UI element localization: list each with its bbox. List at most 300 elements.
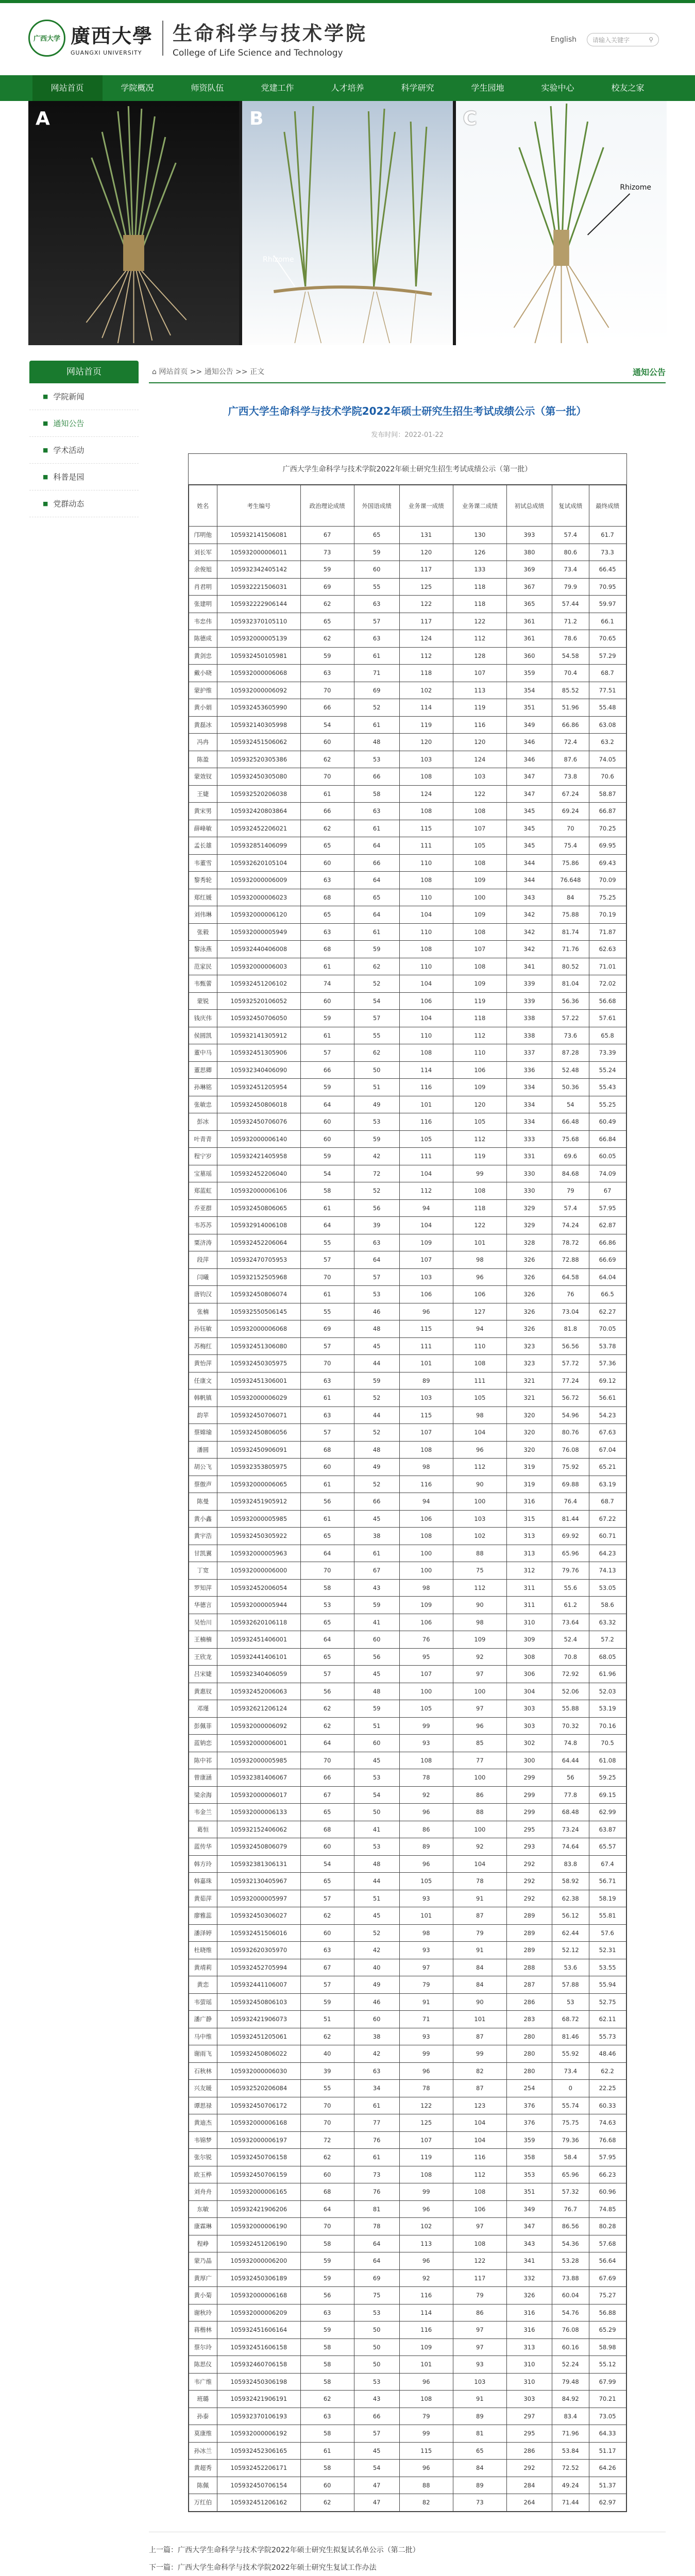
table-row <box>189 1873 626 1890</box>
sidebar-item-label: 学术活动 <box>53 446 84 455</box>
table-cell: 61 <box>354 716 399 734</box>
table-cell: 苏梅红 <box>189 1337 217 1355</box>
site-logo[interactable] <box>28 18 367 58</box>
table-cell: 289 <box>506 1924 552 1942</box>
table-row <box>189 2166 626 2183</box>
university-name <box>71 20 153 56</box>
search-input[interactable] <box>587 33 659 46</box>
table-cell: 117 <box>453 2269 506 2287</box>
table-cell: 105932451306080 <box>217 1337 300 1355</box>
table-row <box>189 854 626 872</box>
table-cell: 108 <box>453 923 506 941</box>
table-cell: 邓瑾 <box>189 1700 217 1718</box>
table-cell: 102 <box>399 682 453 699</box>
table-cell: 56.56 <box>552 1337 589 1355</box>
table-cell: 308 <box>506 1648 552 1666</box>
table-cell: 49 <box>354 1096 399 1113</box>
article-pagination <box>149 2532 666 2576</box>
table-cell: 347 <box>506 785 552 803</box>
table-cell: 328 <box>506 1234 552 1251</box>
table-cell: 51 <box>300 2011 354 2028</box>
table-cell: 116 <box>399 1113 453 1131</box>
table-cell: 353 <box>506 2166 552 2183</box>
nav-item-alumni[interactable]: 校友之家 <box>611 83 645 93</box>
table-cell: 81 <box>354 2200 399 2218</box>
table-cell: 347 <box>506 768 552 786</box>
table-cell: 63 <box>354 630 399 648</box>
table-cell: 309 <box>506 1631 552 1649</box>
table-cell: 黄小鑫 <box>189 1510 217 1528</box>
table-cell: 67.4 <box>589 1855 626 1873</box>
table-cell: 105932450306027 <box>217 1907 300 1925</box>
table-cell: 53 <box>552 1993 589 2011</box>
table-cell: 黎秀轮 <box>189 872 217 889</box>
table-cell: 105 <box>399 1873 453 1890</box>
table-cell: 57.4 <box>552 527 589 544</box>
sidebar <box>29 361 139 2576</box>
table-cell: 86 <box>399 1821 453 1838</box>
nav-item-students[interactable]: 学生园地 <box>471 83 504 93</box>
search-placeholder: 请输入关键字 <box>592 36 630 44</box>
table-cell: 53 <box>354 1113 399 1131</box>
table-row <box>189 1855 626 1873</box>
table-cell: 105932452206171 <box>217 2460 300 2477</box>
table-cell: 97 <box>453 2338 506 2356</box>
bullet-icon: ■ <box>43 447 48 453</box>
table-cell: 58 <box>300 2373 354 2391</box>
table-cell: 105932000006068 <box>217 1320 300 1338</box>
table-cell: 105932381306131 <box>217 1855 300 1873</box>
table-cell: 112 <box>399 647 453 665</box>
table-cell: 105932451305906 <box>217 1044 300 1062</box>
table-cell: 70.4 <box>552 665 589 682</box>
table-cell: 77 <box>453 1752 506 1769</box>
table-cell: 61 <box>354 820 399 837</box>
table-cell: 60 <box>300 734 354 751</box>
table-cell: 115 <box>399 2442 453 2460</box>
table-cell: 101 <box>399 1907 453 1925</box>
table-cell: 104 <box>453 1855 506 1873</box>
table-cell: 105932000006209 <box>217 2304 300 2321</box>
table-cell: 谢雨飞 <box>189 2045 217 2063</box>
table-row <box>189 665 626 682</box>
banner-image <box>28 101 667 345</box>
table-cell: 99 <box>453 2045 506 2063</box>
table-row <box>189 1804 626 1821</box>
table-cell: 69.88 <box>552 1476 589 1493</box>
table-cell: 112 <box>453 1579 506 1597</box>
table-cell: 88 <box>453 1804 506 1821</box>
banner-panel-a <box>28 101 239 345</box>
table-row <box>189 820 626 837</box>
table-cell: 76.08 <box>552 2321 589 2339</box>
table-cell: 319 <box>506 1459 552 1476</box>
table-cell: 63 <box>300 2408 354 2425</box>
table-cell: 51 <box>354 1717 399 1735</box>
table-cell: 98 <box>399 1579 453 1597</box>
table-cell: 91 <box>453 2391 506 2408</box>
table-cell: 62 <box>300 2494 354 2512</box>
table-cell: 316 <box>506 1493 552 1511</box>
table-cell: 63 <box>300 923 354 941</box>
table-cell: 118 <box>453 596 506 613</box>
table-cell: 53 <box>354 1769 399 1787</box>
table-cell: 299 <box>506 1786 552 1804</box>
table-cell: 68 <box>300 1441 354 1459</box>
table-cell: 73.39 <box>589 1044 626 1062</box>
table-cell: 339 <box>506 975 552 993</box>
table-cell: 79.9 <box>552 578 589 596</box>
table-cell: 甘凯翼 <box>189 1545 217 1562</box>
table-cell: 98 <box>399 1459 453 1476</box>
table-cell: 73.24 <box>552 1821 589 1838</box>
table-cell: 55 <box>300 2080 354 2097</box>
table-cell: 105932450305975 <box>217 1355 300 1372</box>
table-cell: 冯冉 <box>189 734 217 751</box>
table-cell: 326 <box>506 1286 552 1303</box>
table-cell: 61 <box>354 647 399 665</box>
table-cell: 98 <box>453 1251 506 1269</box>
table-cell: 61 <box>300 1027 354 1044</box>
table-cell: 56.36 <box>552 992 589 1010</box>
college-name <box>173 18 367 58</box>
table-cell: 393 <box>506 527 552 544</box>
table-cell: 58 <box>354 785 399 803</box>
table-cell: 105932000006029 <box>217 1389 300 1407</box>
table-cell: 108 <box>399 941 453 958</box>
table-cell: 70 <box>300 2097 354 2114</box>
table-cell: 105932000006030 <box>217 2062 300 2080</box>
table-cell: 黄迪杰 <box>189 2114 217 2132</box>
table-cell: 77.24 <box>552 1372 589 1389</box>
table-cell: 105932000006068 <box>217 665 300 682</box>
table-cell: 62 <box>300 2391 354 2408</box>
table-cell: 53 <box>354 1838 399 1856</box>
table-cell: 59.25 <box>589 1769 626 1787</box>
table-cell: 陈盈 <box>189 751 217 768</box>
table-cell: 兴友暖 <box>189 2080 217 2097</box>
table-cell: 120 <box>453 734 506 751</box>
table-cell: 65 <box>300 837 354 855</box>
table-cell: 361 <box>506 630 552 648</box>
sidebar-item-news[interactable] <box>29 383 139 410</box>
table-cell: 58.6 <box>589 1597 626 1614</box>
table-cell: 51 <box>354 1890 399 1907</box>
table-cell: 62.2 <box>589 2062 626 2080</box>
table-cell: 107 <box>453 820 506 837</box>
college-name-en: College of Life Science and Technology <box>173 48 343 58</box>
next-article-link[interactable]: 下一篇：广西大学生命科学与技术学院2022年硕士研究生复试工作办法 <box>149 2563 377 2572</box>
nav-item-about[interactable]: 学院概况 <box>121 83 154 93</box>
breadcrumb-home[interactable]: 网站首页 <box>159 368 188 376</box>
table-row <box>189 2442 626 2460</box>
table-row <box>189 1838 626 1856</box>
table-cell: 92 <box>399 2269 453 2287</box>
table-cell: 293 <box>506 1838 552 1856</box>
table-cell: 351 <box>506 2183 552 2201</box>
table-cell: 63 <box>300 1372 354 1389</box>
table-cell: 54.76 <box>552 2304 589 2321</box>
table-cell: 122 <box>453 613 506 630</box>
table-cell: 338 <box>506 1010 552 1027</box>
table-cell: 58.4 <box>552 2149 589 2166</box>
table-cell: 47 <box>354 2494 399 2512</box>
table-cell: 70.32 <box>552 1717 589 1735</box>
sidebar-item-notices[interactable] <box>29 410 139 437</box>
table-cell: 58.87 <box>589 785 626 803</box>
table-cell: 105932520106052 <box>217 992 300 1010</box>
sidebar-title[interactable]: 网站首页 <box>29 361 139 383</box>
table-row <box>189 2321 626 2339</box>
table-cell: 110 <box>453 1044 506 1062</box>
table-cell: 292 <box>506 1890 552 1907</box>
table-row <box>189 699 626 717</box>
table-row <box>189 1459 626 1476</box>
table-cell: 61 <box>300 1389 354 1407</box>
table-cell: 105932520305386 <box>217 751 300 768</box>
table-cell: 68 <box>300 1821 354 1838</box>
nav-item-faculty[interactable]: 师资队伍 <box>191 83 224 93</box>
table-cell: 黎泳燕 <box>189 941 217 958</box>
table-cell: 107 <box>399 2131 453 2149</box>
table-cell: 65.57 <box>589 1838 626 1856</box>
table-cell: 304 <box>506 1683 552 1700</box>
table-row <box>189 1648 626 1666</box>
table-cell: 66.5 <box>589 1286 626 1303</box>
nav-item-education[interactable]: 人才培养 <box>331 83 364 93</box>
table-cell: 黄宋男 <box>189 803 217 820</box>
table-row <box>189 2218 626 2235</box>
table-cell: 105932221506031 <box>217 578 300 596</box>
table-cell: 58 <box>300 1182 354 1200</box>
table-cell: 101 <box>453 2011 506 2028</box>
table-cell: 365 <box>506 596 552 613</box>
table-cell: 59 <box>354 544 399 561</box>
table-cell: 57.95 <box>589 2149 626 2166</box>
table-cell: 东敏 <box>189 2200 217 2218</box>
table-row <box>189 785 626 803</box>
table-row <box>189 1268 626 1286</box>
table-cell: 105932453605990 <box>217 699 300 717</box>
table-cell: 316 <box>506 2304 552 2321</box>
table-cell: 56 <box>552 1769 589 1787</box>
table-cell: 宝墓瑶 <box>189 1165 217 1182</box>
table-cell: 123 <box>453 2097 506 2114</box>
logo-divider <box>162 21 163 56</box>
table-cell: 40 <box>354 1959 399 1976</box>
table-cell: 105932000005963 <box>217 1545 300 1562</box>
table-cell: 105932450706050 <box>217 1010 300 1027</box>
table-cell: 64 <box>354 2252 399 2270</box>
nav-item-lab[interactable]: 实验中心 <box>541 83 574 93</box>
table-caption: 广西大学生命科学与技术学院2022年硕士研究生招生考试成绩公示（第一批） <box>189 454 626 485</box>
table-cell: 63 <box>300 1406 354 1424</box>
table-cell: 94 <box>399 1199 453 1217</box>
table-cell: 71.01 <box>589 958 626 975</box>
table-cell: 105932452206040 <box>217 1165 300 1182</box>
table-cell: 86 <box>453 1786 506 1804</box>
table-cell: 黄惠钗 <box>189 1683 217 1700</box>
table-cell: 105 <box>453 837 506 855</box>
table-cell: 57 <box>300 1976 354 1994</box>
banner-panel-b <box>242 101 453 345</box>
table-cell: 92 <box>453 1648 506 1666</box>
table-cell: 潘广静 <box>189 2011 217 2028</box>
table-cell: 66 <box>300 699 354 717</box>
table-cell: 蒙锐 <box>189 992 217 1010</box>
table-cell: 97 <box>453 1666 506 1683</box>
table-cell: 57.2 <box>589 1631 626 1649</box>
plant-roots-illustration <box>28 101 239 345</box>
table-cell: 105932000006065 <box>217 1476 300 1493</box>
table-row <box>189 2287 626 2304</box>
table-cell: 100 <box>453 889 506 906</box>
table-cell: 77.51 <box>589 682 626 699</box>
table-cell: 陈德成 <box>189 630 217 648</box>
sidebar-item-party[interactable] <box>29 490 139 517</box>
table-cell: 79.48 <box>552 2373 589 2391</box>
banner-panel-c <box>456 101 667 345</box>
breadcrumb-notices[interactable]: 通知公告 <box>204 368 233 376</box>
table-cell: 53.78 <box>589 1337 626 1355</box>
nav-item-research[interactable]: 科学研究 <box>401 83 434 93</box>
table-cell: 105932621206124 <box>217 1700 300 1718</box>
table-cell: 张楠 <box>189 1303 217 1320</box>
table-cell: 孙泰 <box>189 2408 217 2425</box>
table-cell: 108 <box>399 1044 453 1062</box>
table-cell: 63 <box>300 872 354 889</box>
table-cell: 114 <box>399 699 453 717</box>
table-cell: 59 <box>300 2252 354 2270</box>
table-cell: 105932450906091 <box>217 1441 300 1459</box>
table-cell: 48 <box>354 1320 399 1338</box>
table-header-cell: 外国语成绩 <box>354 485 399 527</box>
sidebar-item-science[interactable] <box>29 464 139 490</box>
table-cell: 65 <box>300 1528 354 1545</box>
table-cell: 96 <box>453 1441 506 1459</box>
search-icon[interactable]: ⚲ <box>649 36 653 43</box>
nav-item-party[interactable]: 党建工作 <box>261 83 294 93</box>
table-cell: 刘舟舟 <box>189 2183 217 2201</box>
table-cell: 62 <box>300 2149 354 2166</box>
table-row <box>189 2460 626 2477</box>
table-cell: 105932000006092 <box>217 1717 300 1735</box>
table-cell: 96 <box>453 1717 506 1735</box>
table-cell: 315 <box>506 1510 552 1528</box>
table-cell: 66 <box>354 768 399 786</box>
sidebar-item-academic[interactable] <box>29 437 139 464</box>
table-cell: 57.61 <box>589 1010 626 1027</box>
table-cell: 丁宽 <box>189 1562 217 1580</box>
table-cell: 60 <box>300 1459 354 1476</box>
table-cell: 125 <box>399 2114 453 2132</box>
table-cell: 108 <box>453 2235 506 2252</box>
table-cell: 105932450806018 <box>217 1096 300 1113</box>
table-row <box>189 1493 626 1511</box>
table-header-row <box>189 485 626 527</box>
table-row <box>189 1355 626 1372</box>
table-cell: 59 <box>354 1372 399 1389</box>
table-cell: 叶青青 <box>189 1130 217 1148</box>
table-row <box>189 716 626 734</box>
table-cell: 334 <box>506 1096 552 1113</box>
table-cell: 73.8 <box>552 768 589 786</box>
table-cell: 299 <box>506 1804 552 1821</box>
table-cell: 70.8 <box>552 1648 589 1666</box>
table-cell: 52 <box>354 1389 399 1407</box>
nav-item-home[interactable]: 网站首页 <box>32 75 103 101</box>
table-cell: 侯圆凯 <box>189 1027 217 1044</box>
prev-article-link[interactable]: 上一篇：广西大学生命科学与技术学院2022年硕士研究生拟复试名单公示（第二批） <box>149 2546 420 2554</box>
table-cell: 310 <box>506 2356 552 2374</box>
table-cell: 87 <box>453 2028 506 2045</box>
table-cell: 62 <box>300 630 354 648</box>
table-cell: 53 <box>354 751 399 768</box>
table-cell: 110 <box>399 958 453 975</box>
table-cell: 101 <box>453 1234 506 1251</box>
table-cell: 95 <box>399 1648 453 1666</box>
table-cell: 潘泽婷 <box>189 1924 217 1942</box>
table-row <box>189 1821 626 1838</box>
table-cell: 104 <box>399 975 453 993</box>
table-cell: 376 <box>506 2114 552 2132</box>
table-cell: 45 <box>354 1510 399 1528</box>
table-cell: 96 <box>399 2200 453 2218</box>
table-cell: 74.05 <box>589 751 626 768</box>
table-cell: 110 <box>399 923 453 941</box>
table-cell: 65 <box>300 1804 354 1821</box>
table-cell: 黄小娟 <box>189 699 217 717</box>
sidebar-item-label: 学院新闻 <box>53 392 84 401</box>
table-row <box>189 1976 626 1994</box>
table-cell: 84 <box>552 889 589 906</box>
table-row <box>189 2391 626 2408</box>
table-row <box>189 1562 626 1580</box>
table-cell: 76 <box>354 2183 399 2201</box>
table-cell: 55.48 <box>589 699 626 717</box>
table-cell: 62 <box>354 958 399 975</box>
table-cell: 99 <box>399 2425 453 2443</box>
table-cell: 48 <box>354 1855 399 1873</box>
table-cell: 280 <box>506 2045 552 2063</box>
table-cell: 75.88 <box>552 906 589 924</box>
table-cell: 石秋林 <box>189 2062 217 2080</box>
table-cell: 86.56 <box>552 2218 589 2235</box>
table-cell: 105 <box>453 1389 506 1407</box>
table-cell: 60.71 <box>589 1528 626 1545</box>
table-cell: 72 <box>354 1165 399 1182</box>
table-cell: 69 <box>300 578 354 596</box>
table-cell: 106 <box>399 1614 453 1631</box>
table-cell: 58.19 <box>589 1890 626 1907</box>
table-cell: 65.8 <box>589 1027 626 1044</box>
table-row <box>189 1165 626 1182</box>
english-link[interactable]: English <box>550 36 577 44</box>
table-cell: 58 <box>300 2460 354 2477</box>
table-cell: 韩帆镇 <box>189 1389 217 1407</box>
breadcrumb-separator: >> <box>235 368 248 376</box>
table-cell: 94 <box>399 1493 453 1511</box>
table-cell: 57 <box>300 1251 354 1269</box>
table-cell: 54 <box>354 1786 399 1804</box>
table-header-cell: 初试总成绩 <box>506 485 552 527</box>
table-cell: 105932000005985 <box>217 1510 300 1528</box>
table-cell: 302 <box>506 1735 552 1752</box>
table-cell: 99 <box>399 2045 453 2063</box>
table-cell: 52 <box>354 1476 399 1493</box>
table-cell: 52.03 <box>589 1683 626 1700</box>
table-cell: 44 <box>354 1406 399 1424</box>
